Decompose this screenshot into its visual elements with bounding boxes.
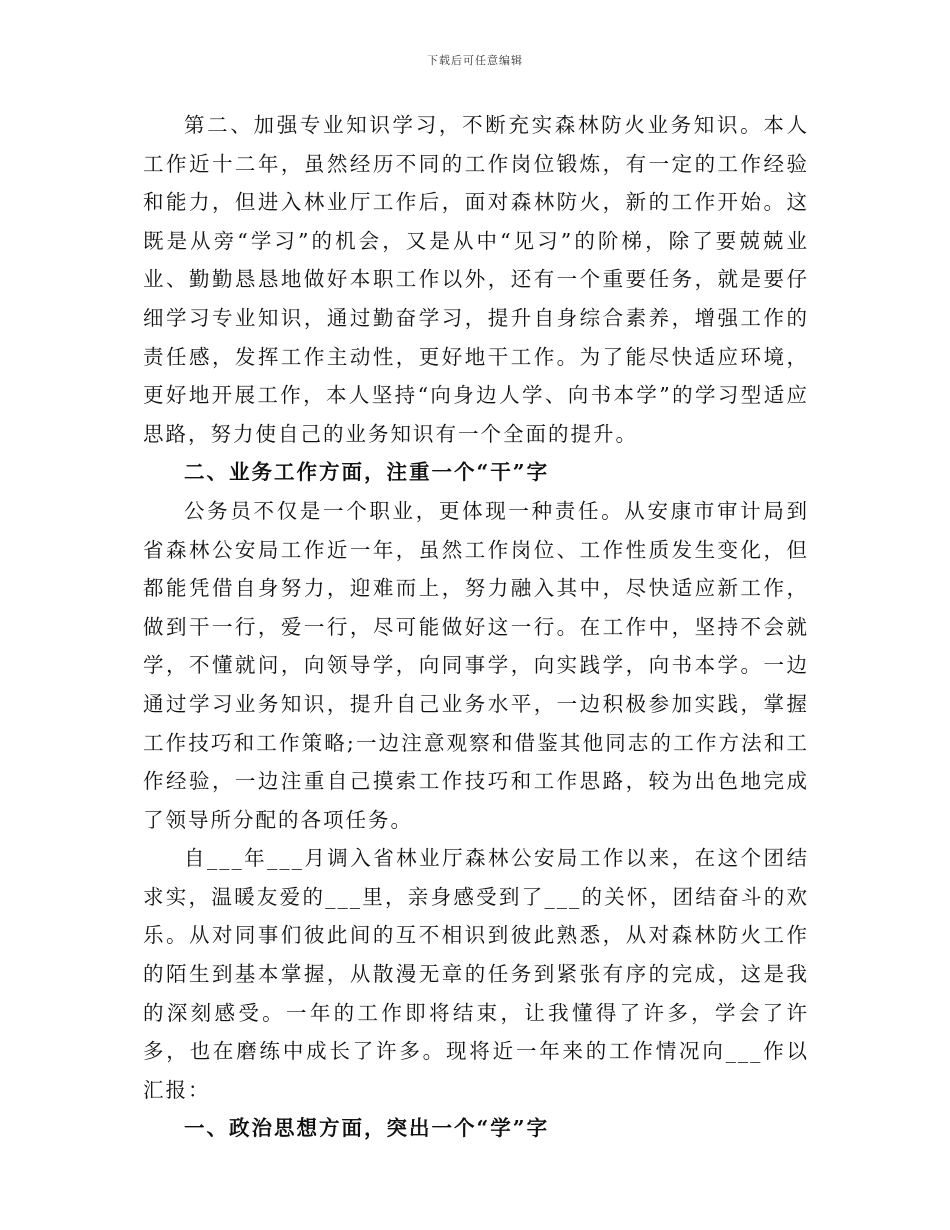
section-heading-work: 二、业务工作方面，注重一个“干”字 bbox=[184, 460, 550, 485]
section-heading-political: 一、政治思想方面，突出一个“学”字 bbox=[184, 1116, 550, 1141]
page-header: 下载后可任意编辑 bbox=[427, 54, 523, 67]
paragraph-civil-servant: 公务员不仅是一个职业，更体现一种责任。从安康市审计局到省森林公安局工作近一年，虽然工作岗位、工作性质发生变化，但都能凭借自身努力，迎难而上，努力融入其中，尽快适应新工作，做到干一行，爱一行，尽可能做好这一行。在工作中，坚持不会就学，不懂就问，向领导学，向同事学，向实践学，向书本学。一边通过学习业务知识，提升自己业务水平，一边积极参加实践，掌握工作技巧和工作策略;一边注意观察和借鉴其他同志的工作方法和工作经验，一边注重自己摸索工作技巧和工作思路，较为出色地完成了领导所分配的各项任务。 bbox=[143, 498, 809, 832]
paragraph-professional-study: 第二、加强专业知识学习，不断充实森林防火业务知识。本人工作近十二年，虽然经历不同的工作岗位锻炼，有一定的工作经验和能力，但进入林业厅工作后，面对森林防火，新的工作开始。这既是从旁“学习”的机会，又是从中“见习”的阶梯，除了要兢兢业业、勤勤恳恳地做好本职工作以外，还有一个重要任务，就是要仔细学习专业知识，通过勤奋学习，提升自身综合素养，增强工作的责任感，发挥工作主动性，更好地干工作。为了能尽快适应环境，更好地开展工作，本人坚持“向身边人学、向书本学”的学习型适应思路，努力使自己的业务知识有一个全面的提升。 bbox=[143, 113, 809, 446]
paragraph-transfer: 自___年___月调入省林业厅森林公安局工作以来，在这个团结求实，温暖友爱的___里，亲身感受到了___的关怀，团结奋斗的欢乐。从对同事们彼此间的互不相识到彼此熟悉，从对森林防火工作的陌生到基本掌握，从散漫无章的任务到紧张有序的完成，这是我的深刻感受。一年的工作即将结束，让我懂得了许多，学会了许多，也在磨练中成长了许多。现将近一年来的工作情况向___作以汇报： bbox=[143, 846, 809, 1102]
document-body bbox=[143, 106, 809, 1148]
